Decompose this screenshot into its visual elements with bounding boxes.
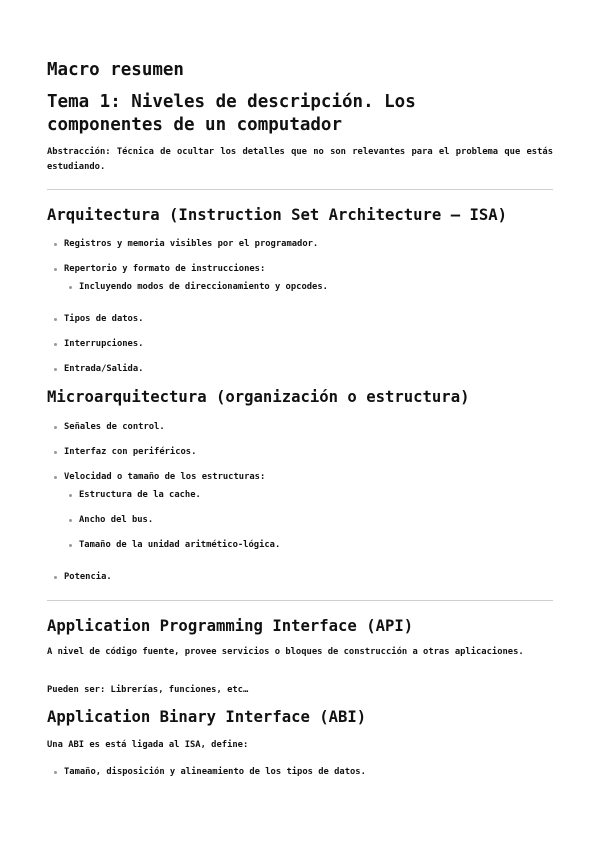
bullet-icon <box>54 318 57 321</box>
tema-title <box>47 91 553 137</box>
bullet-icon <box>54 576 57 579</box>
section-divider <box>47 600 553 601</box>
api-paragraph-2: Pueden ser: Librerías, funciones, etc… <box>47 685 249 695</box>
bullet-icon <box>54 343 57 346</box>
document-title: Macro resumen <box>47 60 184 80</box>
tema-title-line1: Tema 1: Niveles de descripción. Los <box>47 92 416 112</box>
bullet-icon <box>69 544 72 547</box>
api-emphasis: código fuente <box>105 647 175 657</box>
abstraccion-label: Abstracción: <box>47 147 111 157</box>
abi-paragraph: Una ABI es está ligada al ISA, define: <box>47 740 249 750</box>
bullet-icon <box>69 494 72 497</box>
abi-heading: Application Binary Interface (ABI) <box>47 708 367 726</box>
abi-emphasis: ABI <box>68 740 85 750</box>
bullet-icon <box>54 426 57 429</box>
bullet-icon <box>69 519 72 522</box>
arquitectura-heading: Arquitectura (Instruction Set Architecture – ISA) <box>47 206 508 224</box>
tema-title-line2: componentes de un computador <box>47 115 343 135</box>
bullet-icon <box>54 368 57 371</box>
bullet-icon <box>54 771 57 774</box>
bullet-icon <box>54 451 57 454</box>
section-divider <box>47 189 553 190</box>
bullet-icon <box>54 268 57 271</box>
bullet-icon <box>54 243 57 246</box>
abstraccion-text: Técnica de ocultar los detalles que no son relevantes para el problema que estás estudiando. <box>47 147 553 172</box>
abstraccion-paragraph <box>47 145 553 175</box>
api-paragraph: A nivel de código fuente, provee servicios o bloques de construcción a otras aplicaciones. <box>47 647 524 657</box>
bullet-icon <box>69 286 72 289</box>
api-heading: Application Programming Interface (API) <box>47 617 414 635</box>
microarquitectura-heading: Microarquitectura (organización o estructura) <box>47 388 470 406</box>
bullet-icon <box>54 476 57 479</box>
